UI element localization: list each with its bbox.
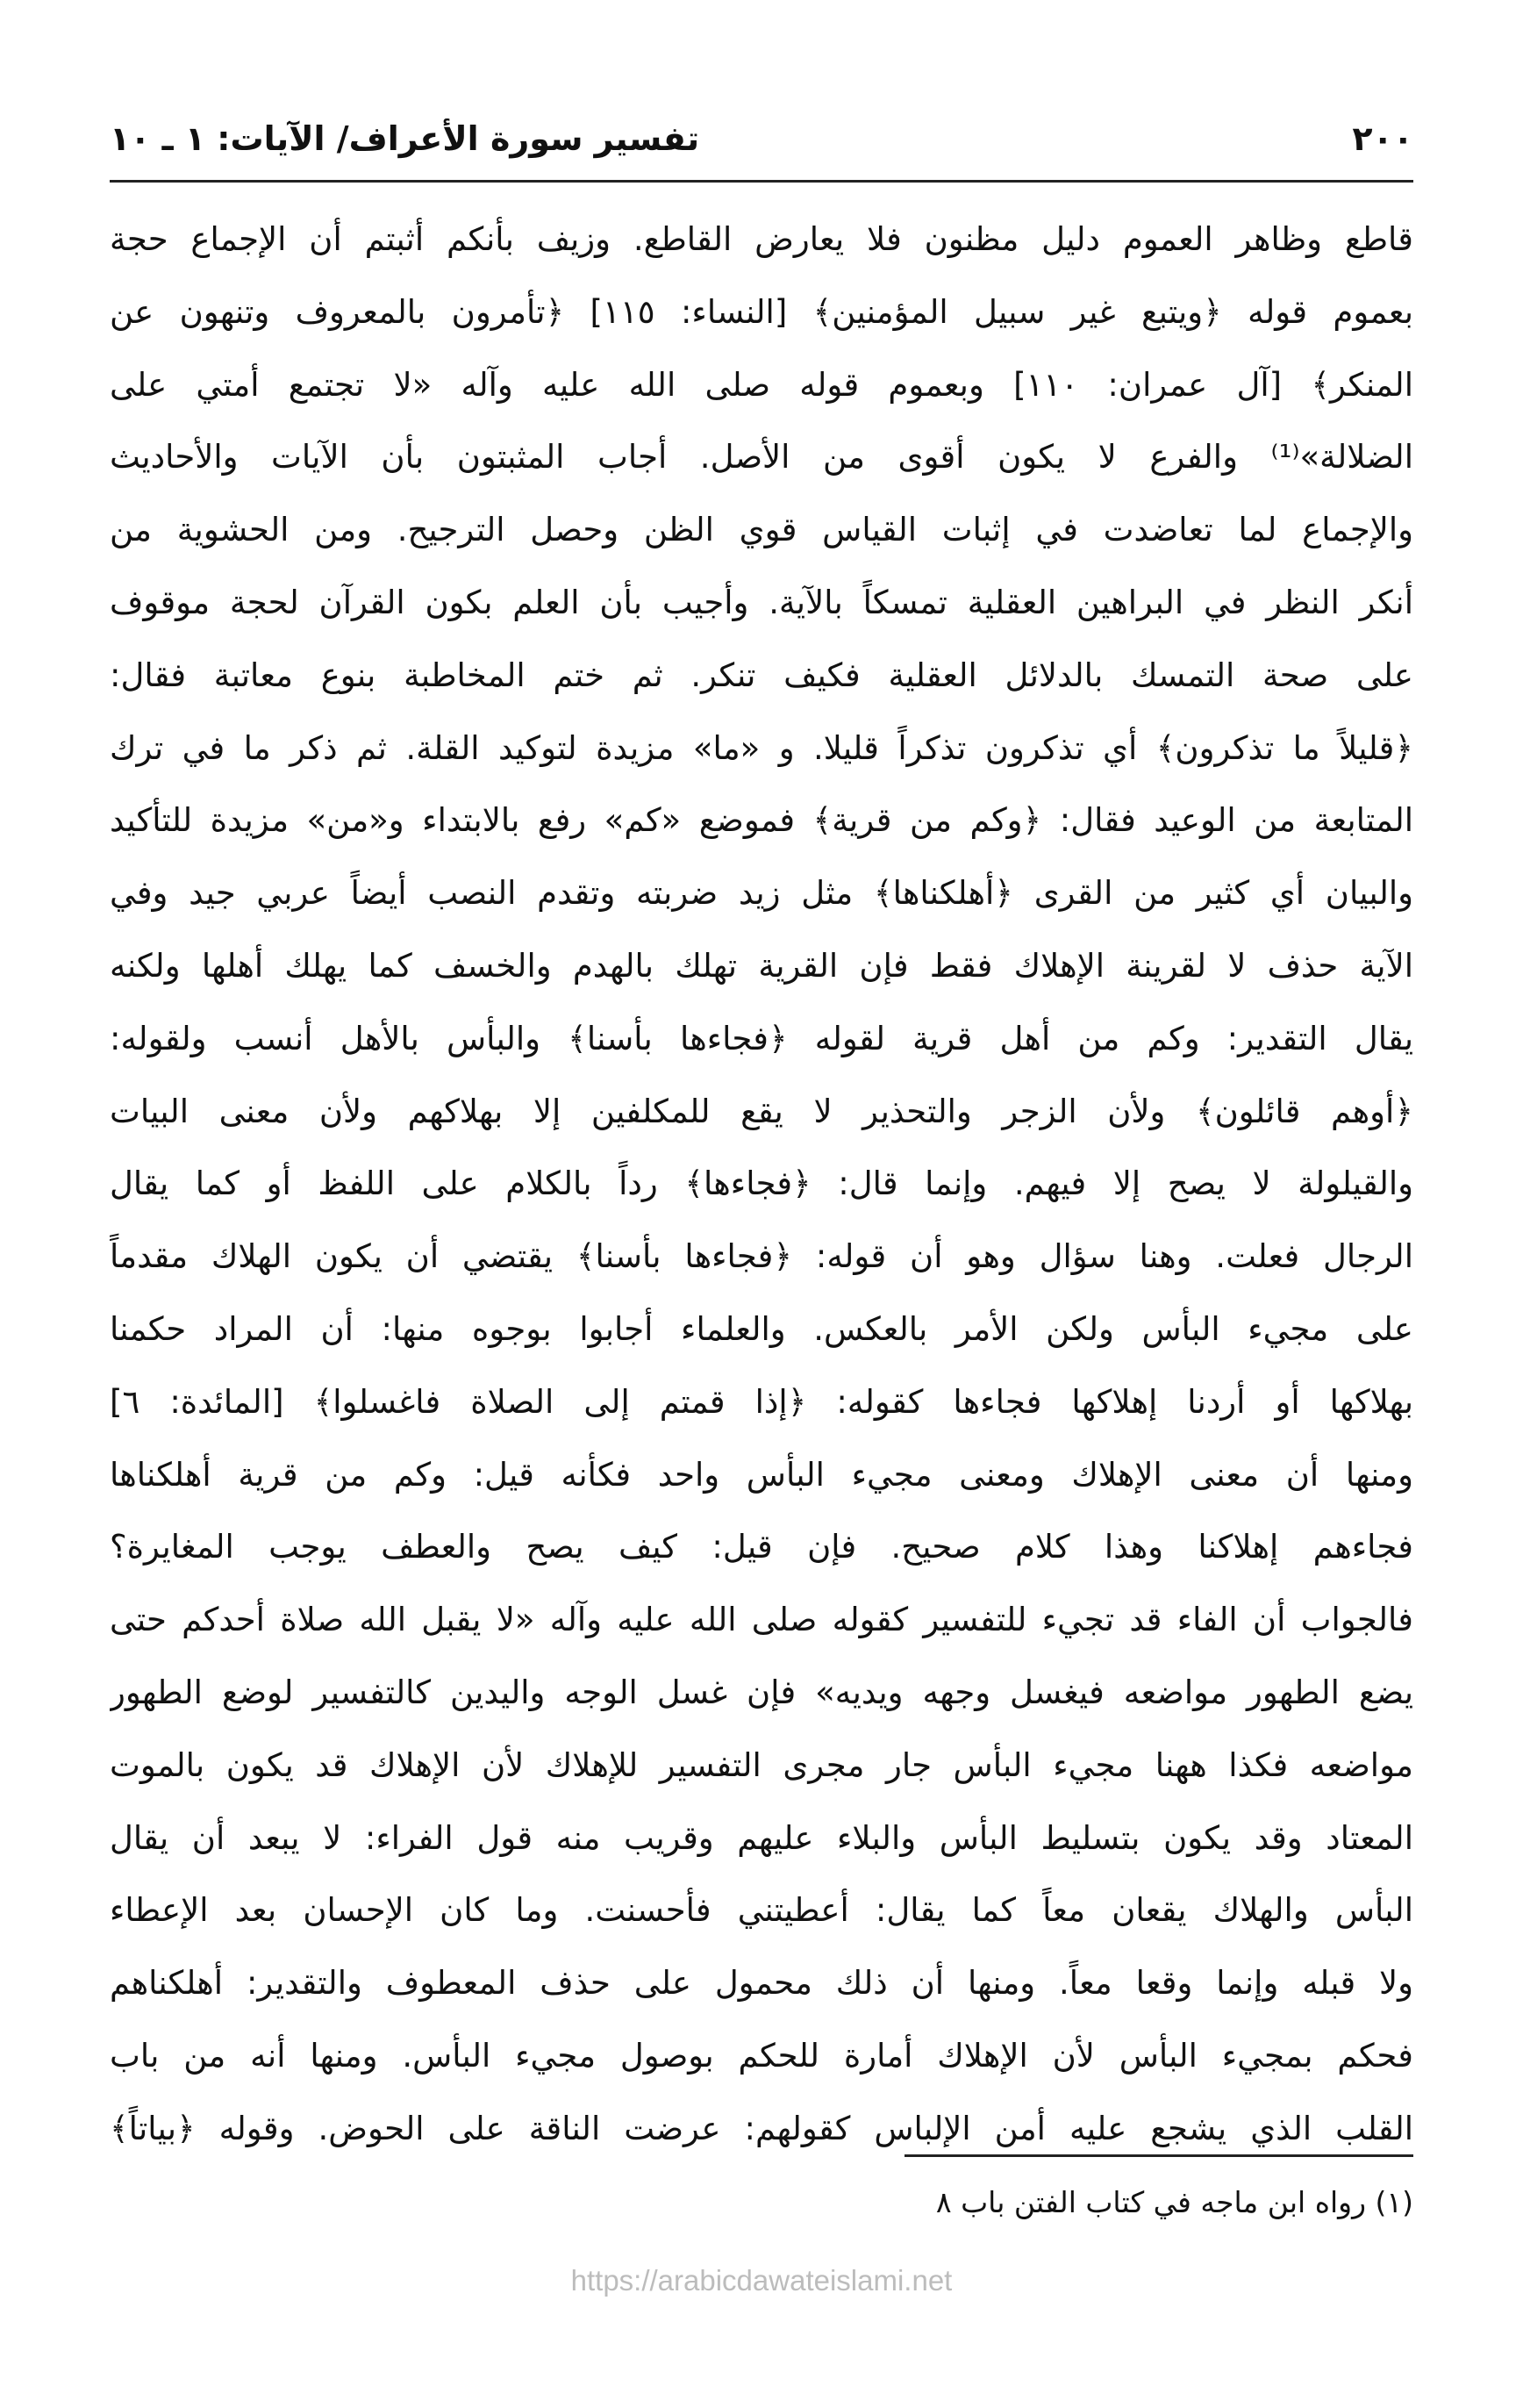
text-line: المنكر﴾ [آل عمران: ١١٠] وبعموم قوله صلى الله عليه وآله «لا تجتمع أمتي على: [110, 365, 1413, 404]
text-line: الرجال فعلت. وهنا سؤال وهو أن قوله: ﴿فجاءها بأسنا﴾ يقتضي أن يكون الهلاك مقدماً: [110, 1237, 1413, 1276]
text-line: البأس والهلاك يقعان معاً كما يقال: أعطيتني فأحسنت. وما كان الإحسان بعد الإعطاء: [110, 1891, 1413, 1930]
text-line: فجاءهم إهلاكنا وهذا كلام صحيح. فإن قيل: كيف يصح والعطف يوجب المغايرة؟: [110, 1528, 1413, 1566]
page-number: ٢٠٠: [1352, 119, 1413, 158]
text-line: فالجواب أن الفاء قد تجيء للتفسير كقوله صلى الله عليه وآله «لا يقبل الله صلاة أحدكم حتى: [110, 1601, 1413, 1639]
text-line: بهلاكها أو أردنا إهلاكها فجاءها كقوله: ﴿إذا قمتم إلى الصلاة فاغسلوا﴾ [المائدة: ٦]: [110, 1382, 1413, 1421]
text-line: والقيلولة لا يصح إلا فيهم. وإنما قال: ﴿فجاءها﴾ رداً بالكلام على اللفظ أو كما يقال: [110, 1165, 1413, 1203]
text-line: القلب الذي يشجع عليه أمن الإلباس كقولهم: عرضت الناقة على الحوض. وقوله ﴿بياتاً﴾: [110, 2109, 1413, 2147]
text-line: بعموم قوله ﴿ويتبع غير سبيل المؤمنين﴾ [النساء: ١١٥] ﴿تأمرون بالمعروف وتنهون عن: [110, 292, 1413, 331]
footnote: (١) رواه ابن ماجه في كتاب الفتن باب ٨: [935, 2185, 1413, 2219]
text-line: ومنها أن معنى الإهلاك ومعنى مجيء البأس واحد فكأنه قيل: وكم من قرية أهلكناها: [110, 1455, 1413, 1494]
text-line: على مجيء البأس ولكن الأمر بالعكس. والعلماء أجابوا بوجوه منها: أن المراد حكمنا: [110, 1309, 1413, 1348]
text-line: مواضعه فكذا ههنا مجيء البأس جار مجرى التفسير للإهلاك لأن الإهلاك قد يكون بالموت: [110, 1745, 1413, 1784]
text-line: الآية حذف لا لقرينة الإهلاك فقط فإن القرية تهلك بالهدم والخسف كما يهلك أهلها ولكنه: [110, 946, 1413, 985]
page-header: [110, 104, 1413, 174]
header-divider: [110, 180, 1413, 183]
text-line: فحكم بمجيء البأس لأن الإهلاك أمارة للحكم بوصول مجيء البأس. ومنها أنه من باب: [110, 2036, 1413, 2075]
text-line: ﴿قليلاً ما تذكرون﴾ أي تذكرون تذكراً قليلا. و «ما» مزيدة لتوكيد القلة. ثم ذكر ما في ترك: [110, 728, 1413, 767]
text-line: الضلالة»⁽¹⁾ والفرع لا يكون أقوى من الأصل. أجاب المثبتون بأن الآيات والأحاديث: [110, 438, 1413, 477]
text-line: ولا قبله وإنما وقعا معاً. ومنها أن ذلك محمول على حذف المعطوف والتقدير: أهلكناهم: [110, 1964, 1413, 2003]
text-line: والبيان أي كثير من القرى ﴿أهلكناها﴾ مثل زيد ضربته وتقدم النصب أيضاً عربي جيد وفي: [110, 874, 1413, 913]
text-line: المعتاد وقد يكون بتسليط البأس والبلاء عليهم وقريب منه قول الفراء: لا يبعد أن يقال: [110, 1818, 1413, 1857]
text-line: قاطع وظاهر العموم دليل مظنون فلا يعارض القاطع. وزيف بأنكم أثبتم أن الإجماع حجة: [110, 220, 1413, 258]
text-line: والإجماع لما تعاضدت في إثبات القياس قوي الظن وحصل الترجيح. ومن الحشوية من: [110, 511, 1413, 549]
text-line: على صحة التمسك بالدلائل العقلية فكيف تنكر. ثم ختم المخاطبة بنوع معاتبة فقال:: [110, 656, 1413, 694]
text-line: يقال التقدير: وكم من أهل قرية لقوله ﴿فجاءها بأسنا﴾ والبأس بالأهل أنسب ولقوله:: [110, 1019, 1413, 1057]
text-line: المتابعة من الوعيد فقال: ﴿وكم من قرية﴾ فموضع «كم» رفع بالابتداء و«من» مزيدة للتأكيد: [110, 801, 1413, 840]
body-text: [110, 204, 1413, 2166]
running-title: تفسير سورة الأعراف/ الآيات: ١ ـ ١٠: [110, 119, 700, 158]
text-line: يضع الطهور مواضعه فيغسل وجهه ويديه» فإن غسل الوجه واليدين كالتفسير لوضع الطهور: [110, 1673, 1413, 1711]
text-line: أنكر النظر في البراهين العقلية تمسكاً بالآية. وأجيب بأن العلم بكون القرآن لحجة موقوف: [110, 583, 1413, 621]
text-line: ﴿أوهم قائلون﴾ ولأن الزجر والتحذير لا يقع للمكلفين إلا بهلاكهم ولأن معنى البيات: [110, 1092, 1413, 1130]
watermark-url: https://arabicdawateislami.net: [570, 2264, 953, 2297]
footnote-divider: [905, 2154, 1413, 2157]
